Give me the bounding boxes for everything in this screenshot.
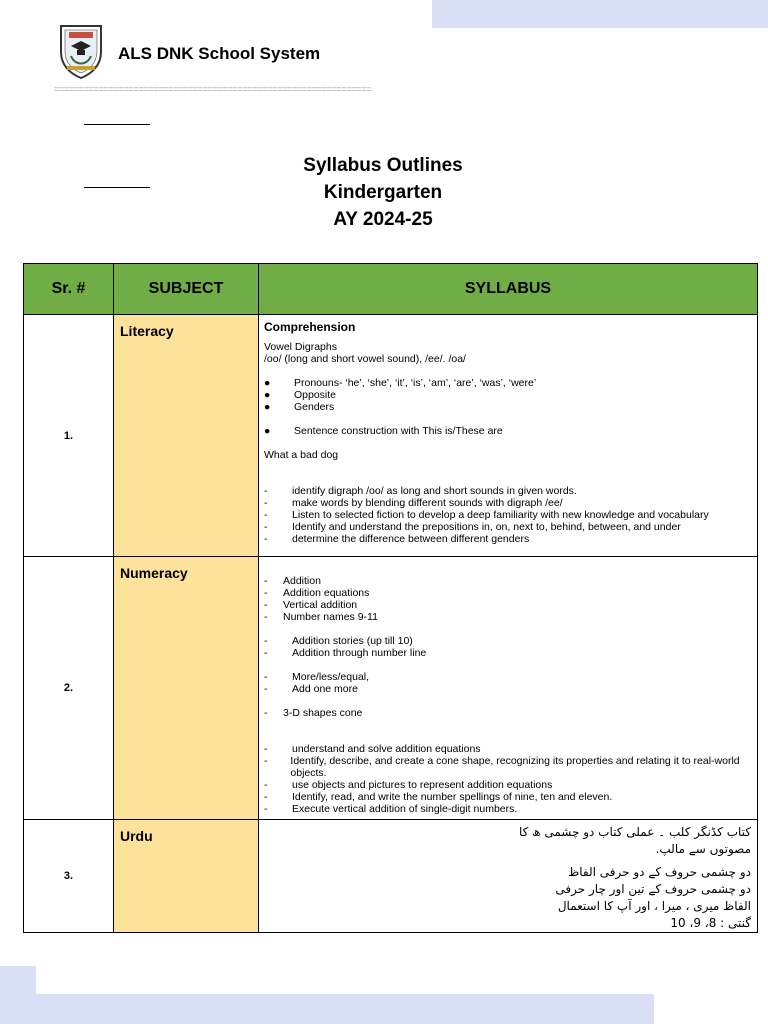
table-header-row — [24, 264, 758, 315]
bullet-item: ● Sentence construction with This is/These are — [264, 425, 503, 437]
topic-item: - Addition — [264, 575, 321, 587]
objective-item: - identify digraph /oo/ as long and short sounds in given words. — [264, 485, 577, 497]
separator-rule: ================================================================ — [54, 84, 372, 94]
syllabus-cell-urdu — [259, 820, 758, 933]
urdu-line: دو چشمی حروف کے دو حرفی الفاظ — [568, 865, 751, 879]
bottom-footer-band — [36, 994, 654, 1024]
topic-item: - 3-D shapes cone — [264, 707, 363, 719]
topic-item: - Addition through number line — [264, 647, 427, 659]
row-number: 1. — [24, 315, 114, 557]
subject-cell: Urdu — [114, 820, 259, 933]
column-header: Sr. # — [24, 264, 114, 315]
urdu-line: مصوتوں سے مالپ. — [655, 842, 751, 856]
blank-line — [84, 124, 150, 125]
urdu-line: گنتی : 8، 9، 10 — [670, 916, 751, 930]
urdu-line: کتاب کڈنگر کلب ۔ عملی کتاب دو چشمی ھ کا — [518, 825, 751, 839]
school-logo — [57, 22, 105, 80]
bullet-item: ● Genders — [264, 401, 335, 413]
row-number: 3. — [24, 820, 114, 933]
academic-year: AY 2024-25 — [333, 209, 433, 230]
table-row — [24, 557, 758, 820]
row-number: 2. — [24, 557, 114, 820]
topic-item: - Vertical addition — [264, 599, 358, 611]
urdu-line: الفاظ میری ، میرا ، اور آپ کا استعمال — [557, 899, 751, 913]
top-header-band — [432, 0, 768, 28]
bottom-left-band — [0, 966, 36, 1024]
subject-cell: Literacy — [114, 315, 259, 557]
subtitle-line: Kindergarten — [323, 182, 443, 203]
objective-item: - understand and solve addition equations — [264, 743, 481, 755]
topic-item: - Addition equations — [264, 587, 370, 599]
objective-item: - make words by blending different sounds with digraph /ee/ — [264, 497, 563, 509]
section-heading: Comprehension — [264, 320, 356, 334]
syllabus-table — [23, 263, 758, 933]
objective-item: - Execute vertical addition of single-digit numbers. — [264, 803, 518, 815]
syllabus-cell — [259, 557, 758, 820]
topic-item: - Addition stories (up till 10) — [264, 635, 413, 647]
objective-item: - determine the difference between different genders — [264, 533, 530, 545]
blank-line — [84, 187, 150, 188]
bullet-item: ● Opposite — [264, 389, 337, 401]
urdu-line: دو چشمی حروف کے تین اور چار حرفی — [555, 882, 751, 896]
text-line: Vowel Digraphs — [264, 341, 337, 353]
bullet-item: ● Pronouns- ‘he’, ‘she’, ‘it’, ‘is’, ‘am’, ‘are’, ‘was’, ‘were’ — [264, 377, 537, 389]
objective-item: - Listen to selected fiction to develop a deep familiarity with new knowledge and vocabulary — [264, 509, 709, 521]
topic-item: - Number names 9-11 — [264, 611, 378, 623]
topic-item: - Add one more — [264, 683, 358, 695]
table-row — [24, 820, 758, 933]
objective-item: - Identify and understand the prepositions in, on, next to, behind, between, and under — [264, 521, 681, 533]
objective-item: - Identify, read, and write the number spellings of nine, ten and eleven. — [264, 791, 613, 803]
objective-item: - use objects and pictures to represent addition equations — [264, 779, 553, 791]
column-header: SUBJECT — [114, 264, 259, 315]
objective-item: - Identify, describe, and create a cone shape, recognizing its properties and relating it to real-world objects. — [264, 755, 740, 779]
syllabus-cell — [259, 315, 758, 557]
text-line: What a bad dog — [264, 449, 339, 461]
topic-item: - More/less/equal, — [264, 671, 370, 683]
subject-cell: Numeracy — [114, 557, 259, 820]
column-header: SYLLABUS — [259, 264, 758, 315]
document-title — [200, 152, 566, 233]
title-line: Syllabus Outlines — [303, 155, 463, 176]
table-row — [24, 315, 758, 557]
school-name: ALS DNK School System — [118, 44, 321, 63]
text-line: /oo/ (long and short vowel sound), /ee/. /oa/ — [264, 353, 466, 365]
